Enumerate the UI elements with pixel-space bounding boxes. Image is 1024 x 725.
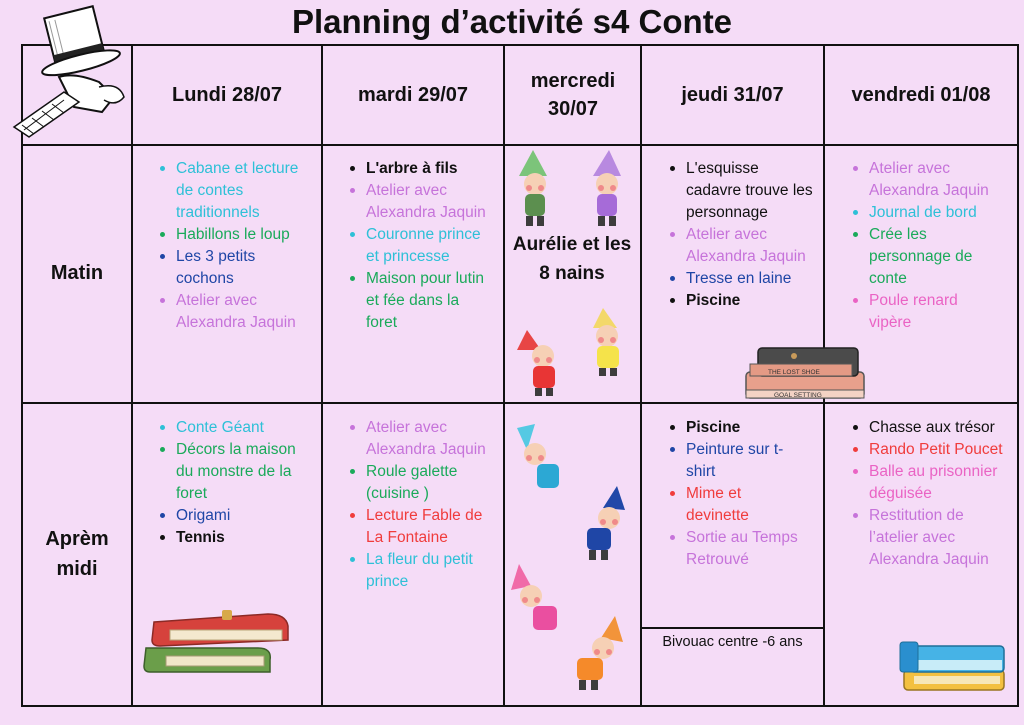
header-monday: Lundi 28/07	[171, 84, 283, 106]
gnome-icon	[593, 150, 621, 226]
page-title: Planning d’activité s4 Conte	[291, 3, 733, 40]
list-item: Atelier avec Alexandra Jaquin	[154, 290, 314, 334]
morning-monday-list	[154, 158, 314, 334]
list-item: Restitution de l’atelier avec Alexandra Jaquin	[847, 505, 1007, 571]
bivouac-note: Bivouac centre -6 ans	[662, 634, 803, 650]
list-item: Atelier avec Alexandra Jaquin	[344, 180, 494, 224]
morning-friday-list	[847, 158, 1002, 334]
afternoon-friday-list	[847, 417, 1007, 571]
gnome-icon	[511, 564, 557, 630]
gnomes-illustration	[505, 146, 639, 705]
list-item: Cabane et lecture de contes traditionnels	[154, 158, 314, 224]
note-divider	[640, 627, 825, 629]
list-item: Journal de bord	[847, 202, 1002, 224]
list-item: Conte Géant	[154, 417, 314, 439]
list-item: Poule renard vipère	[847, 290, 1002, 334]
afternoon-thursday-list	[664, 417, 804, 571]
morning-thursday-list	[664, 158, 814, 312]
list-item: Maison pour lutin et fée dans la foret	[344, 268, 494, 334]
header-friday: vendredi 01/08	[851, 84, 991, 106]
header-tuesday: mardi 29/07	[357, 84, 469, 106]
afternoon-tuesday-list	[344, 417, 494, 593]
row-label-afternoon: Aprèm midi	[45, 528, 109, 580]
list-item: Piscine	[664, 290, 814, 312]
list-item: Origami	[154, 505, 314, 527]
wednesday-morning-text: Aurélie et les 8 nains	[512, 234, 632, 284]
header-thursday: jeudi 31/07	[681, 84, 784, 106]
books-illustration	[140, 600, 300, 680]
list-item: Tresse en laine	[664, 268, 814, 290]
list-item: L'arbre à fils	[344, 158, 494, 180]
header-wednesday: mercredi 30/07	[530, 70, 616, 120]
gnome-icon	[593, 308, 619, 376]
list-item: La fleur du petit prince	[344, 549, 494, 593]
list-item: Rando Petit Poucet	[847, 439, 1007, 461]
gnome-icon	[519, 150, 547, 226]
list-item: Habillons le loup	[154, 224, 314, 246]
list-item: Mime et devinette	[664, 483, 804, 527]
afternoon-monday-list	[154, 417, 314, 549]
gnome-icon	[517, 330, 555, 396]
gnome-icon	[587, 486, 625, 560]
list-item: Tennis	[154, 527, 314, 549]
book-stack-illustration	[738, 342, 870, 402]
blue-books-illustration	[896, 630, 1016, 696]
list-item: Atelier avec Alexandra Jaquin	[344, 417, 494, 461]
list-item: Balle au prisonnier déguisée	[847, 461, 1007, 505]
morning-tuesday-list	[344, 158, 494, 334]
book-spine-text: GOAL SETTING	[774, 392, 822, 399]
list-item: Atelier avec Alexandra Jaquin	[847, 158, 1002, 202]
list-item: Piscine	[664, 417, 804, 439]
list-item: Atelier avec Alexandra Jaquin	[664, 224, 814, 268]
list-item: Les 3 petits cochons	[154, 246, 314, 290]
list-item: Lecture Fable de La Fontaine	[344, 505, 494, 549]
list-item: Sortie au Temps Retrouvé	[664, 527, 804, 571]
list-item: L'esquisse cadavre trouve les personnage	[664, 158, 814, 224]
list-item: Chasse aux trésor	[847, 417, 1007, 439]
list-item: Crée les personnage de conte	[847, 224, 1002, 290]
list-item: Roule galette (cuisine )	[344, 461, 494, 505]
book-spine-text: THE LOST SHOE	[768, 369, 820, 376]
row-label-morning: Matin	[50, 262, 104, 284]
list-item: Couronne prince et princesse	[344, 224, 494, 268]
list-item: Peinture sur t-shirt	[664, 439, 804, 483]
list-item: Décors la maison du monstre de la foret	[154, 439, 314, 505]
gnome-icon	[517, 424, 559, 488]
gnome-icon	[577, 616, 623, 690]
mad-hatter-illustration	[4, 2, 134, 142]
